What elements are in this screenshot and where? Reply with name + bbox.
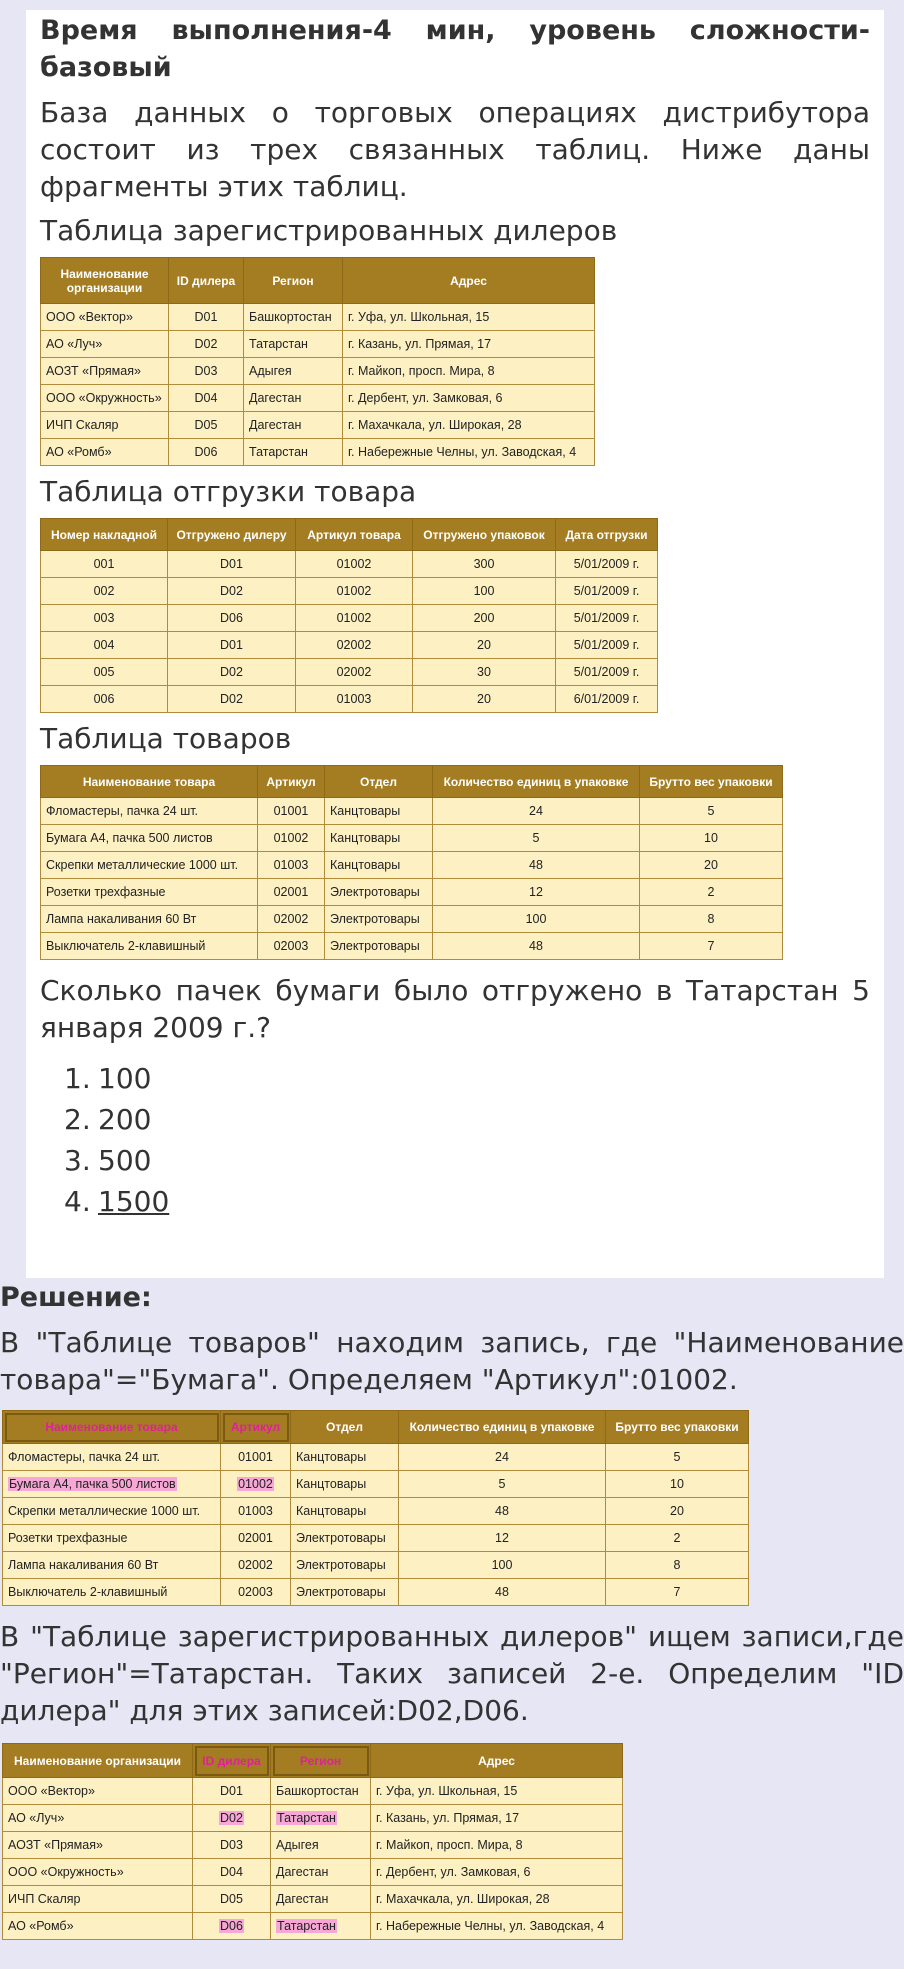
table-cell: 005 (41, 659, 168, 686)
solution-dealers-table (2, 1743, 623, 1940)
table-cell: D05 (193, 1886, 271, 1913)
table-cell: 01002 (258, 825, 325, 852)
table-cell: 004 (41, 632, 168, 659)
table-cell: ИЧП Скаляр (41, 412, 169, 439)
table-row (41, 686, 658, 713)
table-cell: Лампа накаливания 60 Вт (3, 1552, 221, 1579)
table-cell: Канцтовары (325, 852, 433, 879)
table-cell: Дагестан (271, 1859, 371, 1886)
table-cell: ИЧП Скаляр (3, 1886, 193, 1913)
goods-header: Брутто вес упаковки (606, 1411, 749, 1444)
goods-header-highlighted: Артикул (221, 1411, 291, 1444)
table-cell: г. Уфа, ул. Школьная, 15 (343, 304, 595, 331)
table-row (3, 1525, 749, 1552)
table-cell: 48 (433, 933, 640, 960)
answer-option[interactable]: 4. 1500 (64, 1185, 170, 1218)
table-cell: 5/01/2009 г. (556, 632, 658, 659)
shipments-header: Отгружено дилеру (168, 519, 296, 551)
table-cell: Дагестан (271, 1886, 371, 1913)
table-cell: D04 (193, 1859, 271, 1886)
dealers-header-highlighted: ID дилера (193, 1744, 271, 1778)
table-cell: Электротовары (325, 933, 433, 960)
table-cell: 02003 (258, 933, 325, 960)
dealers-header: ID дилера (169, 258, 244, 304)
table-cell: Скрепки металлические 1000 шт. (41, 852, 258, 879)
table-row (41, 632, 658, 659)
table-cell: Электротовары (291, 1579, 399, 1606)
goods-table (40, 765, 783, 960)
solution-step2: В "Таблице зарегистрированных дилеров" ищем записи,где "Регион"=Татарстан. Таких записей 2-е. Определим "ID дилера" для этих записей:D02,D06. (0, 1620, 904, 1727)
table-cell: 300 (413, 551, 556, 578)
table-cell: Фломастеры, пачка 24 шт. (3, 1444, 221, 1471)
table-cell: 100 (399, 1552, 606, 1579)
table-cell: г. Дербент, ул. Замковая, 6 (343, 385, 595, 412)
table-cell: Розетки трехфазные (41, 879, 258, 906)
table-cell: г. Майкоп, просп. Мира, 8 (371, 1832, 623, 1859)
table-cell: Татарстан (244, 331, 343, 358)
table-cell: 02002 (258, 906, 325, 933)
table-cell: г. Майкоп, просп. Мира, 8 (343, 358, 595, 385)
table-cell: D01 (193, 1778, 271, 1805)
table-cell: D06 (168, 605, 296, 632)
table-cell: D02 (168, 686, 296, 713)
table-cell: 01001 (258, 798, 325, 825)
table-cell: Дагестан (244, 412, 343, 439)
table-cell: 5 (433, 825, 640, 852)
table-cell: Электротовары (291, 1552, 399, 1579)
table-cell (193, 1805, 271, 1832)
answer-list (40, 1058, 870, 1222)
table-cell: АО «Ромб» (3, 1913, 193, 1940)
table-cell: АОЗТ «Прямая» (3, 1832, 193, 1859)
table-row (41, 358, 595, 385)
table-cell: 5 (399, 1471, 606, 1498)
table-cell: Фломастеры, пачка 24 шт. (41, 798, 258, 825)
table-cell: Адыгея (244, 358, 343, 385)
dealers-header: Регион (244, 258, 343, 304)
answer-option[interactable]: 2. 200 (64, 1103, 152, 1136)
table-cell: г. Казань, ул. Прямая, 17 (371, 1805, 623, 1832)
table-cell: г. Набережные Челны, ул. Заводская, 4 (343, 439, 595, 466)
table-row (41, 439, 595, 466)
goods-header: Количество единиц в упаковке (433, 766, 640, 798)
table-cell: Лампа накаливания 60 Вт (41, 906, 258, 933)
table-cell: 5 (606, 1444, 749, 1471)
shipments-header: Дата отгрузки (556, 519, 658, 551)
shipments-header: Отгружено упаковок (413, 519, 556, 551)
table-row (41, 605, 658, 632)
correct-answer: 1500 (98, 1185, 170, 1218)
dealers-header-highlighted: Регион (271, 1744, 371, 1778)
dealers-caption: Таблица зарегистрированных дилеров (40, 214, 618, 247)
task-intro: База данных о торговых операциях дистрибутора состоит из трех связанных таблиц. Ниже даны фрагменты этих таблиц. (40, 96, 870, 203)
table-cell: г. Набережные Челны, ул. Заводская, 4 (371, 1913, 623, 1940)
highlighted-value: 01002 (238, 1477, 273, 1491)
table-cell: 12 (433, 879, 640, 906)
table-row (41, 825, 783, 852)
table-cell: Татарстан (244, 439, 343, 466)
table-cell: 24 (399, 1444, 606, 1471)
table-cell: Башкортостан (244, 304, 343, 331)
table-cell: 01003 (258, 852, 325, 879)
table-cell (3, 1471, 221, 1498)
table-cell: 003 (41, 605, 168, 632)
table-cell: АО «Луч» (3, 1805, 193, 1832)
table-row-highlighted (3, 1805, 623, 1832)
table-cell: 002 (41, 578, 168, 605)
table-cell: 48 (399, 1579, 606, 1606)
table-cell: D03 (193, 1832, 271, 1859)
table-cell: 7 (640, 933, 783, 960)
table-cell: г. Махачкала, ул. Широкая, 28 (371, 1886, 623, 1913)
solution-section (0, 1280, 904, 1940)
table-cell: АОЗТ «Прямая» (41, 358, 169, 385)
table-row (41, 906, 783, 933)
table-cell: Розетки трехфазные (3, 1525, 221, 1552)
table-row (41, 879, 783, 906)
goods-header: Брутто вес упаковки (640, 766, 783, 798)
highlighted-value: D06 (220, 1919, 243, 1933)
table-row (41, 798, 783, 825)
table-cell: 01003 (221, 1498, 291, 1525)
table-cell: 01001 (221, 1444, 291, 1471)
table-row (3, 1778, 623, 1805)
goods-header: Отдел (325, 766, 433, 798)
table-cell: 02001 (221, 1525, 291, 1552)
task-card (26, 10, 884, 1278)
table-cell: Адыгея (271, 1832, 371, 1859)
table-cell: D02 (169, 331, 244, 358)
table-cell: D04 (169, 385, 244, 412)
table-cell: 10 (640, 825, 783, 852)
table-row (41, 852, 783, 879)
table-cell: Выключатель 2-клавишный (3, 1579, 221, 1606)
table-cell: 30 (413, 659, 556, 686)
table-cell: Канцтовары (291, 1498, 399, 1525)
table-cell: АО «Луч» (41, 331, 169, 358)
table-cell: ООО «Вектор» (41, 304, 169, 331)
table-cell: 01003 (296, 686, 413, 713)
table-row (41, 412, 595, 439)
table-cell: Канцтовары (325, 798, 433, 825)
table-cell: Дагестан (244, 385, 343, 412)
highlighted-value: D02 (220, 1811, 243, 1825)
table-cell (271, 1913, 371, 1940)
table-cell: Электротовары (325, 879, 433, 906)
table-cell: 6/01/2009 г. (556, 686, 658, 713)
table-cell: 8 (606, 1552, 749, 1579)
table-cell: Выключатель 2-клавишный (41, 933, 258, 960)
table-cell: 20 (640, 852, 783, 879)
table-row (3, 1886, 623, 1913)
table-cell: 12 (399, 1525, 606, 1552)
table-row (3, 1444, 749, 1471)
table-cell: ООО «Окружность» (41, 385, 169, 412)
goods-header: Отдел (291, 1411, 399, 1444)
table-cell: 200 (413, 605, 556, 632)
highlighted-value: Татарстан (277, 1919, 336, 1933)
table-row (41, 659, 658, 686)
table-row (41, 304, 595, 331)
goods-header: Артикул (258, 766, 325, 798)
task-question: Сколько пачек бумаги было отгружено в Татарстан 5 января 2009 г.? (40, 974, 870, 1044)
table-cell: 100 (433, 906, 640, 933)
dealers-header: Наименование организации (41, 258, 169, 304)
solution-step1: В "Таблице товаров" находим запись, где "Наименование товара"="Бумага". Определяем "Артикул":01002. (0, 1326, 904, 1396)
goods-caption: Таблица товаров (40, 722, 292, 755)
table-cell: 2 (606, 1525, 749, 1552)
highlighted-value: Бумага А4, пачка 500 листов (9, 1477, 176, 1491)
table-row (41, 331, 595, 358)
goods-header: Наименование товара (41, 766, 258, 798)
table-row (3, 1579, 749, 1606)
table-cell: 20 (413, 686, 556, 713)
table-cell: г. Дербент, ул. Замковая, 6 (371, 1859, 623, 1886)
table-cell: Башкортостан (271, 1778, 371, 1805)
shipments-header: Номер накладной (41, 519, 168, 551)
table-cell: 02001 (258, 879, 325, 906)
table-cell: 5/01/2009 г. (556, 551, 658, 578)
table-cell: г. Казань, ул. Прямая, 17 (343, 331, 595, 358)
table-cell (193, 1913, 271, 1940)
table-cell: D01 (168, 632, 296, 659)
table-cell: 100 (413, 578, 556, 605)
solution-goods-table (2, 1410, 749, 1606)
table-cell: 02002 (296, 632, 413, 659)
answer-option[interactable]: 3. 500 (64, 1144, 152, 1177)
table-cell: 24 (433, 798, 640, 825)
table-cell: 20 (413, 632, 556, 659)
table-cell: 48 (433, 852, 640, 879)
table-row (41, 578, 658, 605)
table-cell: 10 (606, 1471, 749, 1498)
table-cell (271, 1805, 371, 1832)
goods-header-highlighted: Наименование товара (3, 1411, 221, 1444)
table-cell: Канцтовары (325, 825, 433, 852)
table-cell: ООО «Окружность» (3, 1859, 193, 1886)
shipments-table (40, 518, 658, 713)
table-cell: Электротовары (325, 906, 433, 933)
table-cell: 5 (640, 798, 783, 825)
dealers-header: Адрес (343, 258, 595, 304)
table-cell: Бумага А4, пачка 500 листов (41, 825, 258, 852)
table-cell: 5/01/2009 г. (556, 605, 658, 632)
table-cell: 01002 (296, 578, 413, 605)
table-row (3, 1859, 623, 1886)
table-row (41, 385, 595, 412)
table-row (41, 933, 783, 960)
table-cell: 5/01/2009 г. (556, 659, 658, 686)
table-row-highlighted (3, 1471, 749, 1498)
table-row (3, 1832, 623, 1859)
table-cell: 20 (606, 1498, 749, 1525)
table-cell: D02 (168, 578, 296, 605)
table-cell: 01002 (296, 551, 413, 578)
table-row-highlighted (3, 1913, 623, 1940)
shipments-header: Артикул товара (296, 519, 413, 551)
table-cell: Канцтовары (291, 1444, 399, 1471)
dealers-body (41, 304, 595, 466)
solution-title: Решение: (0, 1282, 152, 1313)
table-cell: 02002 (296, 659, 413, 686)
dealers-table (40, 257, 595, 466)
table-cell: ООО «Вектор» (3, 1778, 193, 1805)
task-title: Время выполнения-4 мин, уровень сложности-базовый (40, 15, 870, 83)
table-cell: 001 (41, 551, 168, 578)
table-cell: 8 (640, 906, 783, 933)
table-cell: 7 (606, 1579, 749, 1606)
table-cell: Электротовары (291, 1525, 399, 1552)
table-cell: D01 (168, 551, 296, 578)
table-cell: Скрепки металлические 1000 шт. (3, 1498, 221, 1525)
dealers-header: Наименование организации (3, 1744, 193, 1778)
goods-header: Количество единиц в упаковке (399, 1411, 606, 1444)
table-cell: 5/01/2009 г. (556, 578, 658, 605)
table-cell: D02 (168, 659, 296, 686)
table-cell: АО «Ромб» (41, 439, 169, 466)
answer-option[interactable]: 1. 100 (64, 1062, 152, 1095)
shipments-caption: Таблица отгрузки товара (40, 475, 417, 508)
table-cell: г. Махачкала, ул. Широкая, 28 (343, 412, 595, 439)
table-cell: 2 (640, 879, 783, 906)
table-row (41, 551, 658, 578)
table-cell (221, 1471, 291, 1498)
table-cell: 02003 (221, 1579, 291, 1606)
table-cell: 02002 (221, 1552, 291, 1579)
table-cell: 48 (399, 1498, 606, 1525)
table-row (3, 1498, 749, 1525)
table-cell: D05 (169, 412, 244, 439)
table-cell: 01002 (296, 605, 413, 632)
table-row (3, 1552, 749, 1579)
table-cell: г. Уфа, ул. Школьная, 15 (371, 1778, 623, 1805)
table-cell: D01 (169, 304, 244, 331)
table-cell: 006 (41, 686, 168, 713)
table-cell: Канцтовары (291, 1471, 399, 1498)
table-cell: D06 (169, 439, 244, 466)
dealers-header: Адрес (371, 1744, 623, 1778)
table-cell: D03 (169, 358, 244, 385)
highlighted-value: Татарстан (277, 1811, 336, 1825)
